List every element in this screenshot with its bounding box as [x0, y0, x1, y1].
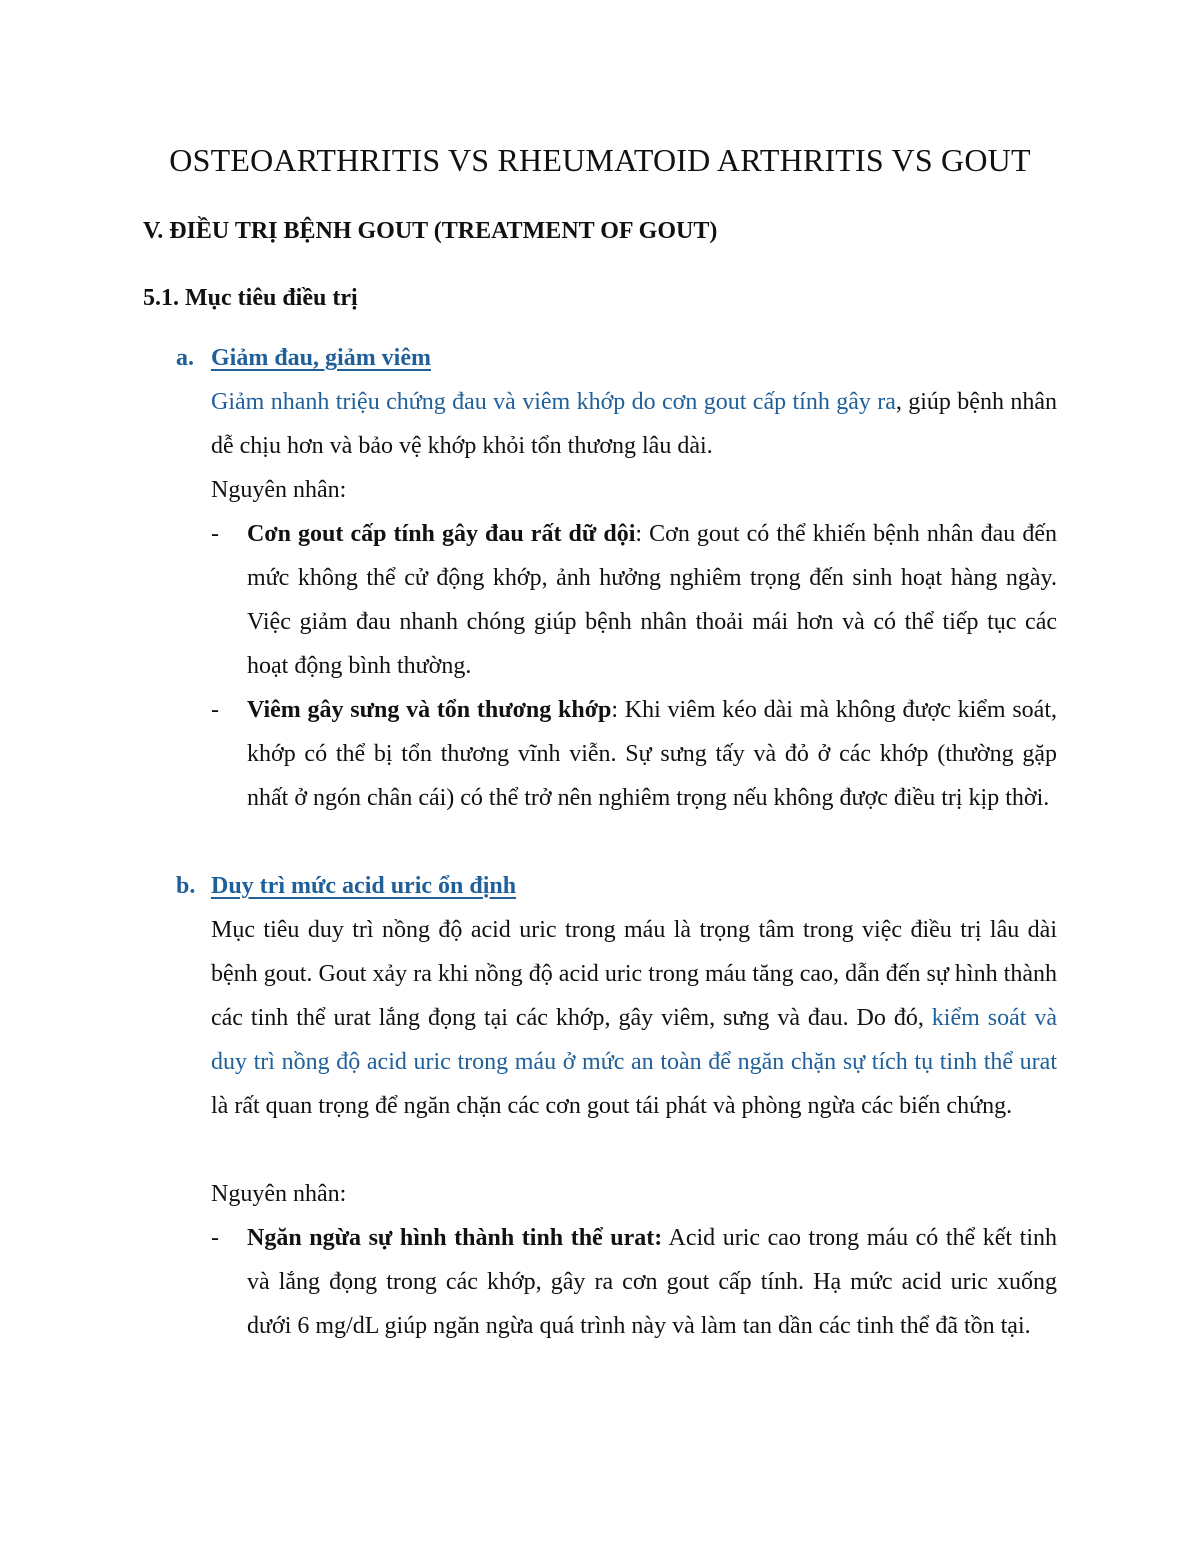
bullet-dash: -	[211, 697, 219, 723]
item-b-intro-start: Mục tiêu duy trì nồng độ acid uric trong máu là trọng tâm trong việc điều trị lâu dài bệnh gout. Gout xảy ra khi nồng độ acid uric trong máu tăng cao, dẫn đến sự hình thành các tinh thể urat lắng đọng tại các khớp, gây viêm, sưng và đau. Do đó,	[211, 917, 1057, 1031]
item-a-bullet-2	[211, 688, 1057, 820]
bullet-bold-lead: Viêm gây sưng và tổn thương khớp	[247, 697, 612, 723]
bullet-bold-lead: Ngăn ngừa sự hình thành tinh thể urat:	[247, 1225, 663, 1251]
item-b-bullet-1	[211, 1216, 1057, 1348]
bullet-body	[247, 1216, 1057, 1348]
bullet-text: : Cơn gout có thể khiến bệnh nhân đau đến mức không thể cử động khớp, ảnh hưởng nghiêm trọng đến sinh hoạt hàng ngày. Việc giảm đau nhanh chóng giúp bệnh nhân thoải mái hơn và có thể tiếp tục các hoạt động bình thường.	[247, 521, 1057, 679]
section-heading: V. ĐIỀU TRỊ BỆNH GOUT (TREATMENT OF GOUT)	[143, 218, 718, 244]
bullet-body	[247, 512, 1057, 688]
item-a-marker: a.	[176, 345, 194, 371]
item-b-cause-label: Nguyên nhân:	[211, 1181, 347, 1207]
item-a-cause-label: Nguyên nhân:	[211, 477, 347, 503]
bullet-bold-lead: Cơn gout cấp tính gây đau rất dữ dội	[247, 521, 636, 547]
bullet-text: Acid uric cao trong máu có thể kết tinh và lắng đọng trong các khớp, gây ra cơn gout cấp tính. Hạ mức acid uric xuống dưới 6 mg/dL giúp ngăn ngừa quá trình này và làm tan dần các tinh thể đã tồn tại.	[247, 1225, 1058, 1339]
subsection-heading: 5.1. Mục tiêu điều trị	[143, 285, 358, 311]
item-a-bullet-1	[211, 512, 1057, 688]
item-a-heading	[176, 343, 431, 373]
item-a-intro-rest: , giúp bệnh nhân dễ chịu hơn và bảo vệ khớp khỏi tổn thương lâu dài.	[211, 389, 1057, 459]
bullet-dash: -	[211, 521, 219, 547]
item-b-intro-rest: là rất quan trọng để ngăn chặn các cơn gout tái phát và phòng ngừa các biến chứng.	[211, 1093, 1013, 1119]
bullet-text: : Khi viêm kéo dài mà không được kiểm soát, khớp có thể bị tổn thương vĩnh viễn. Sự sưng tấy và đỏ ở các khớp (thường gặp nhất ở ngón chân cái) có thể trở nên nghiêm trọng nếu không được điều trị kịp thời.	[247, 697, 1057, 811]
item-b-heading	[176, 871, 516, 901]
item-b-intro-highlight: kiểm soát và duy trì nồng độ acid uric trong máu ở mức an toàn để ngăn chặn sự tích tụ tinh thể urat	[211, 1005, 1057, 1075]
item-b-title[interactable]: Duy trì mức acid uric ổn định	[211, 873, 517, 899]
bullet-dash: -	[211, 1225, 219, 1251]
bullet-body	[247, 688, 1057, 820]
item-a-intro	[211, 380, 1057, 468]
document-title: OSTEOARTHRITIS VS RHEUMATOID ARTHRITIS VS GOUT	[169, 142, 1031, 178]
item-b-marker: b.	[176, 873, 196, 899]
item-a-title[interactable]: Giảm đau, giảm viêm	[211, 345, 431, 371]
item-a-intro-highlight: Giảm nhanh triệu chứng đau và viêm khớp do cơn gout cấp tính gây ra	[211, 389, 896, 415]
item-b-intro	[211, 908, 1057, 1128]
